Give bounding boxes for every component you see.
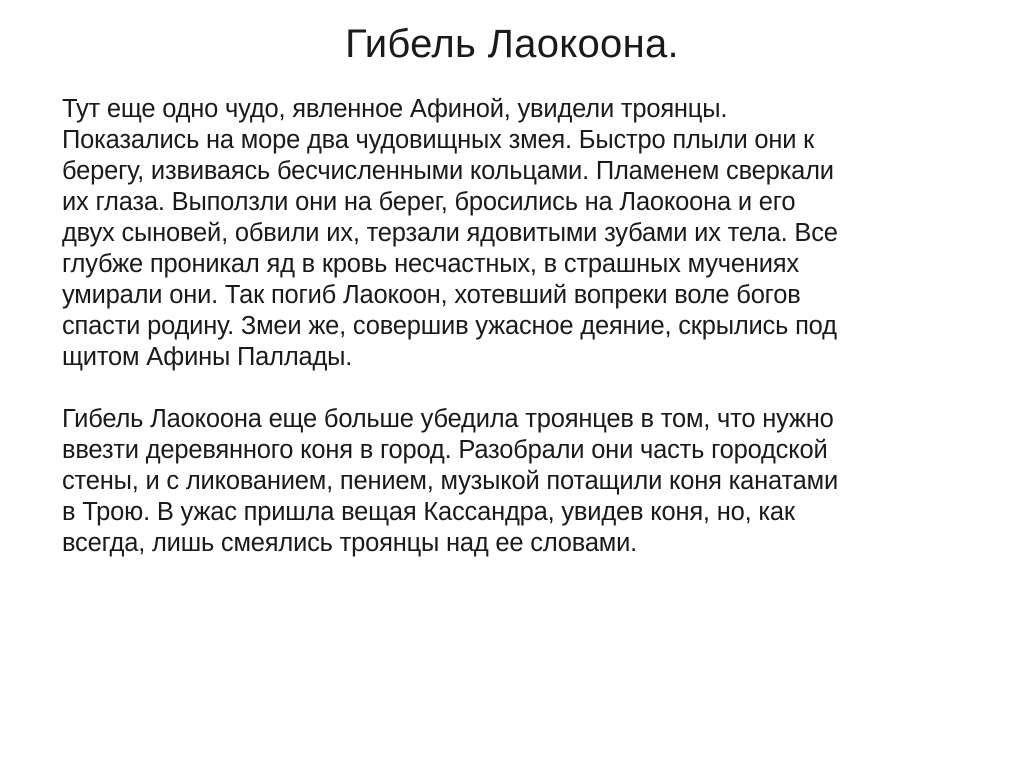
slide-title: Гибель Лаокоона. bbox=[345, 22, 679, 66]
slide-body bbox=[62, 94, 982, 559]
paragraph-trojan-horse: Гибель Лаокоона еще больше убедила троянцев в том, что нужно ввезти деревянного коня в город. Разобрали они часть городской стены, и с ликованием, пением, музыкой потащили коня канатами в Трою. В ужас пришла вещая Кассандра, увидев коня, но, как всегда, лишь смеялись троянцы над ее словами. bbox=[62, 405, 838, 557]
paragraph-laocoon-death: Тут еще одно чудо, явленное Афиной, увидели троянцы. Показались на море два чудовищных змея. Быстро плыли они к берегу, извиваясь бесчисленными кольцами. Пламенем сверкали их глаза. Выползли они на берег, бросились на Лаокоона и его двух сыновей, обвили их, терзали ядовитыми зубами их тела. Все глубже проникал яд в кровь несчастных, в страшных мучениях умирали они. Так погиб Лаокоон, хотевший вопреки воле богов спасти родину. Змеи же, совершив ужасное деяние, скрылись под щитом Афины Паллады. bbox=[62, 95, 838, 371]
